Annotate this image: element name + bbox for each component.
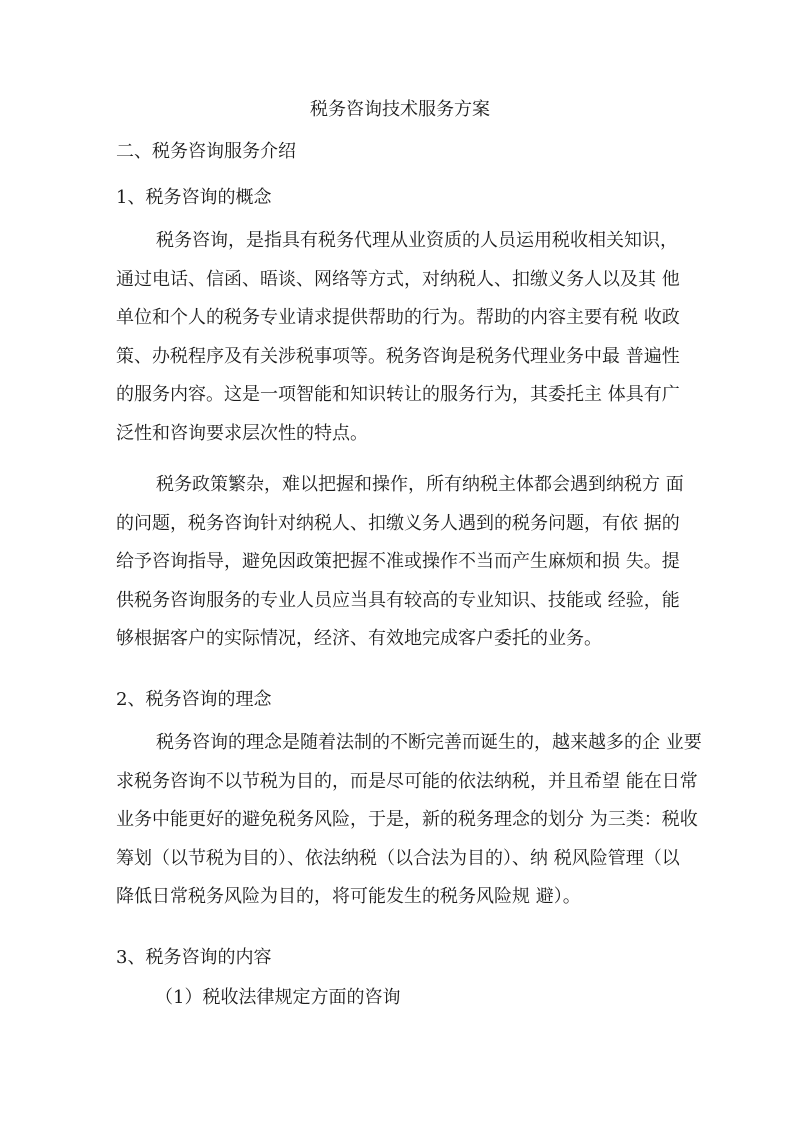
paragraph-line: 给予咨询指导，避免因政策把握不准或操作不当而产生麻烦和损 失。提 (116, 551, 680, 572)
paragraph-line: 够根据客户的实际情况，经济、有效地完成客户委托的业务。 (116, 628, 602, 649)
paragraph-line: 的问题，税务咨询针对纳税人、扣缴义务人遇到的税务问题，有依 据的 (116, 512, 680, 534)
paragraph-philosophy (116, 724, 702, 917)
paragraph-line: 降低日常税务风险为目的，将可能发生的税务风险规 避）。 (116, 886, 581, 907)
paragraph-line: 业务中能更好的避免税务风险，于是，新的税务理念的划分 为三类：税收 (116, 809, 698, 830)
paragraph-line: 税务政策繁杂，难以把握和操作，所有纳税主体都会遇到纳税方 面 (156, 474, 684, 495)
paragraph-line: 泛性和咨询要求层次性的特点。 (116, 422, 368, 444)
document-title: 税务咨询技术服务方案 (310, 99, 490, 120)
paragraph-line: 单位和个人的税务专业请求提供帮助的行为。帮助的内容主要有税 收政 (116, 307, 680, 328)
content-item-tax-law: （1）税收法律规定方面的咨询 (155, 987, 401, 1008)
paragraph-line: 的服务内容。这是一项智能和知识转让的服务行为，其委托主 体具有广 (116, 384, 680, 405)
subsection-heading-content: 3、税务咨询的内容 (116, 947, 272, 968)
paragraph-line: 供税务咨询服务的专业人员应当具有较高的专业知识、技能或 经验，能 (116, 589, 680, 611)
paragraph-line: 通过电话、信函、晤谈、网络等方式，对纳税人、扣缴义务人以及其 他 (116, 268, 680, 290)
paragraph-line: 求税务咨询不以节税为目的，而是尽可能的依法纳税，并且希望 能在日常 (116, 770, 698, 792)
subsection-heading-philosophy: 2、税务咨询的理念 (116, 689, 272, 710)
section-heading: 二、税务咨询服务介绍 (116, 141, 296, 162)
paragraph-line: 税务咨询，是指具有税务代理从业资质的人员运用税收相关知识， (156, 230, 678, 251)
paragraph-line: 税务咨询的理念是随着法制的不断完善而诞生的，越来越多的企 业要 (156, 732, 702, 753)
paragraph-line: 筹划（以节税为目的）、依法纳税（以合法为目的）、纳 税风险管理（以 (116, 847, 680, 869)
paragraph-concept (116, 222, 686, 453)
subsection-heading-concept: 1、税务咨询的概念 (116, 187, 272, 208)
paragraph-line: 策、办税程序及有关涉税事项等。税务咨询是税务代理业务中最 普遍性 (116, 345, 680, 367)
paragraph-policy (116, 466, 686, 659)
